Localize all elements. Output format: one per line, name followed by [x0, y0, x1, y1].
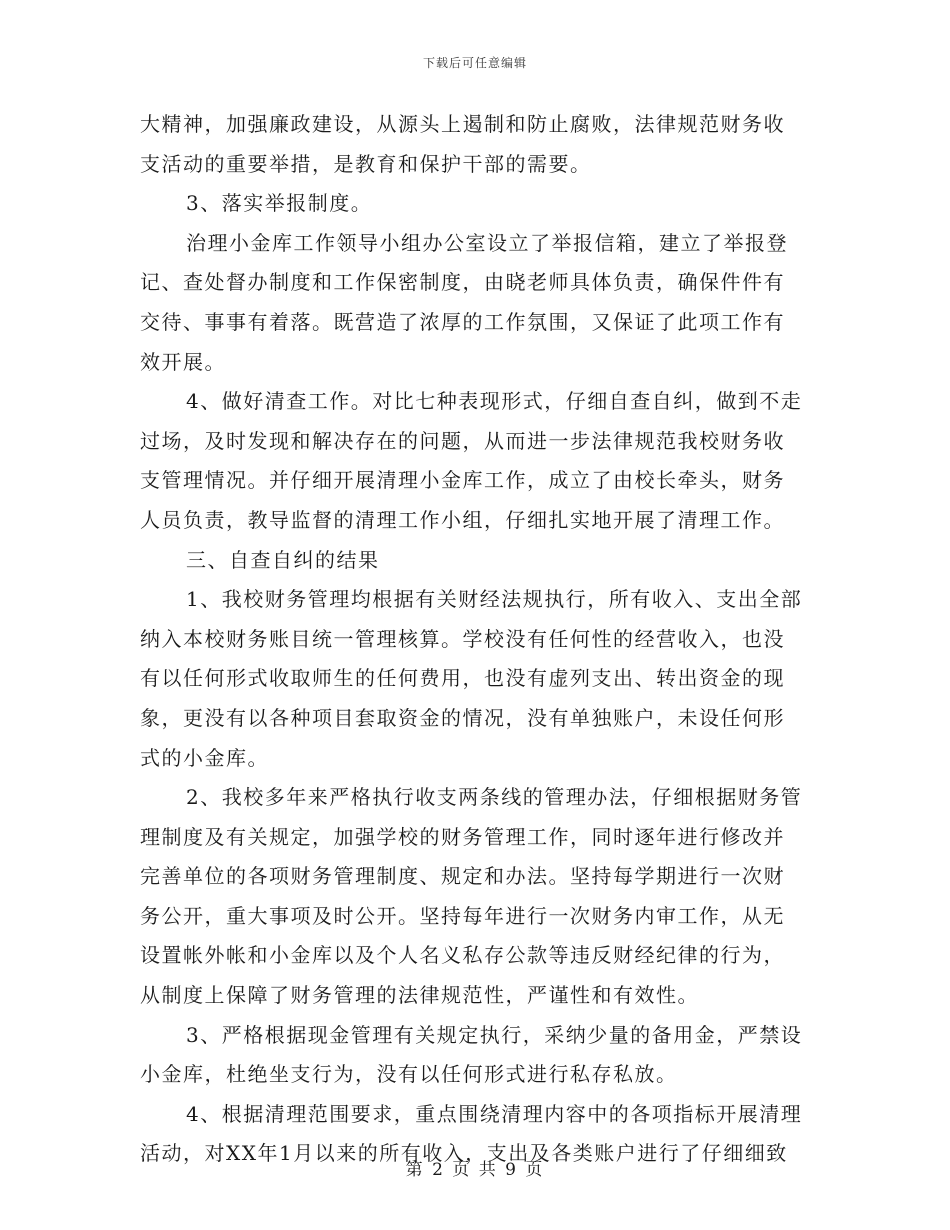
text-line: 治理小金库工作领导小组办公室设立了举报信箱，建立了举报登	[186, 230, 788, 255]
text-line: 3、落实举报制度。	[186, 191, 373, 216]
text-line: 效开展。	[140, 349, 226, 374]
text-line: 支活动的重要举措，是教育和保护干部的需要。	[140, 151, 592, 176]
text-line: 有以任何形式收取师生的任何费用，也没有虚列支出、转出资金的现	[140, 666, 785, 691]
text-line: 过场，及时发现和解决存在的问题，从而进一步法律规范我校财务收	[140, 428, 785, 453]
text-line: 小金库，杜绝坐支行为，没有以任何形式进行私存私放。	[140, 1062, 678, 1087]
document-body	[140, 105, 812, 1174]
text-line: 式的小金库。	[140, 745, 269, 770]
text-line: 活动，对XX年1月以来的所有收入，支出及各类账户进行了仔细细致	[140, 1141, 788, 1166]
text-line: 完善单位的各项财务管理制度、规定和办法。坚持每学期进行一次财	[140, 864, 785, 889]
text-line: 1、我校财务管理均根据有关财经法规执行，所有收入、支出全部	[186, 587, 803, 612]
text-line: 三、自查自纠的结果	[186, 547, 380, 572]
text-line: 2、我校多年来严格执行收支两条线的管理办法，仔细根据财务管	[186, 785, 803, 810]
text-line: 支管理情况。并仔细开展清理小金库工作，成立了由校长牵头，财务	[140, 468, 785, 493]
text-line: 记、查处督办制度和工作保密制度，由晓老师具体负责，确保件件有	[140, 270, 785, 295]
text-line: 交待、事事有着落。既营造了浓厚的工作氛围，又保证了此项工作有	[140, 309, 785, 334]
text-line: 象，更没有以各种项目套取资金的情况，没有单独账户，未设任何形	[140, 705, 785, 730]
text-line: 纳入本校财务账目统一管理核算。学校没有任何性的经营收入，也没	[140, 626, 785, 651]
text-line: 4、根据清理范围要求，重点围绕清理内容中的各项指标开展清理	[186, 1101, 803, 1126]
text-line: 3、严格根据现金管理有关规定执行，采纳少量的备用金，严禁设	[186, 1022, 803, 1047]
page-header: 下载后可任意编辑	[422, 56, 527, 70]
text-line: 从制度上保障了财务管理的法律规范性，严谨性和有效性。	[140, 983, 699, 1008]
page-number: 第 2 页 共 9 页	[405, 1160, 545, 1180]
text-line: 大精神，加强廉政建设，从源头上遏制和防止腐败，法律规范财务收	[140, 112, 785, 136]
text-line: 理制度及有关规定，加强学校的财务管理工作，同时逐年进行修改并	[140, 824, 785, 849]
text-line: 设置帐外帐和小金库以及个人名义私存公款等违反财经纪律的行为，	[140, 943, 785, 968]
text-line: 人员负责，教导监督的清理工作小组，仔细扎实地开展了清理工作。	[140, 507, 785, 532]
text-line: 务公开，重大事项及时公开。坚持每年进行一次财务内审工作，从无	[140, 903, 785, 928]
text-line: 4、做好清查工作。对比七种表现形式，仔细自查自纠，做到不走	[186, 389, 803, 414]
